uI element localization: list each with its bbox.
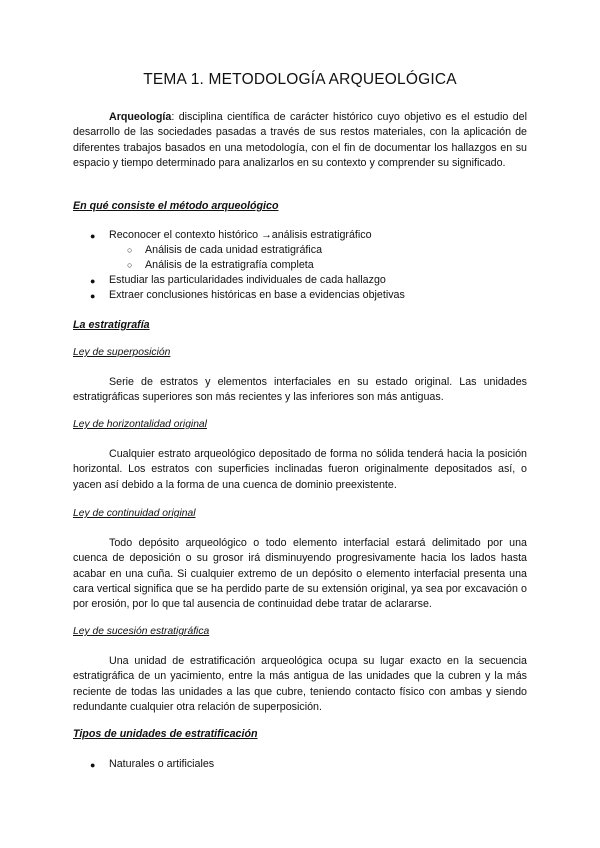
- list-item: Naturales o artificiales: [109, 758, 215, 770]
- law-text-horizontalidad: Cualquier estrato arqueológico depositado de forma no sólida tenderá hacia la posición horizontal. Los estratos con superficies inclinadas fueron originalmente depositados así, o yacen así debido a la forma de una cuenca de dominio preexistente.: [73, 448, 527, 491]
- bullet-icon: ●: [90, 291, 96, 301]
- sub-bullet-icon: ○: [127, 260, 133, 270]
- list-item: Análisis de la estratigrafía completa: [145, 259, 314, 271]
- bullet-icon: ●: [90, 760, 96, 770]
- law-text-superposicion: Serie de estratos y elementos interfaciales en su estado original. Las unidades estratigráficas superiores son más recientes y las inferiores son más antiguas.: [73, 376, 527, 404]
- section-heading-tipos: Tipos de unidades de estratificación: [73, 728, 258, 740]
- intro-term: Arqueología: [109, 111, 172, 123]
- section-heading-metodo: En qué consiste el método arqueológico: [73, 200, 279, 212]
- law-title-sucesion: Ley de sucesión estratigráfica: [73, 626, 210, 637]
- sub-bullet-icon: ○: [127, 245, 133, 255]
- list-item: Reconocer el contexto histórico →análisis estratigráfico: [109, 229, 372, 241]
- list-item: Estudiar las particularidades individuales de cada hallazgo: [109, 274, 386, 286]
- page-title: TEMA 1. METODOLOGÍA ARQUEOLÓGICA: [143, 71, 457, 88]
- law-title-continuidad: Ley de continuidad original: [73, 508, 196, 519]
- intro-text: : disciplina científica de carácter histórico cuyo objetivo es el estudio del desarrollo de las sociedades pasadas a través de sus restos materiales, con la aplicación de diferentes trabajos basados en una metodología, con el fin de documentar los hallazgos en su espacio y tiempo determinado para analizarlos en su contexto y comprender su significado.: [73, 111, 527, 169]
- law-title-horizontalidad: Ley de horizontalidad original: [73, 419, 207, 430]
- list-item: Extraer conclusiones históricas en base a evidencias objetivas: [109, 289, 405, 301]
- intro-paragraph: [73, 110, 527, 171]
- law-text-sucesion: Una unidad de estratificación arqueológica ocupa su lugar exacto en la secuencia estratigráfica de un yacimiento, entre la más antigua de las unidades que la cubren y la más reciente de todas las unidades a las que cubre, teniendo contacto físico con ambas y siendo redundante cualquier otra relación de superposición.: [73, 655, 527, 713]
- section-heading-estratigrafia: La estratigrafía: [73, 319, 150, 331]
- bullet-icon: ●: [90, 276, 96, 286]
- bullet-icon: ●: [90, 231, 96, 241]
- list-item: Análisis de cada unidad estratigráfica: [145, 244, 323, 256]
- law-text-continuidad: Todo depósito arqueológico o todo elemento interfacial estará delimitado por una cuenca de deposición o su grosor irá disminuyendo progresivamente hacia los lados hasta acabar en una cuña. Si cualquier extremo de un depósito o elemento interfacial presenta una cara vertical significa que se ha perdido parte de su extensión original, ya sea por excavación o por erosión, por lo que tal ausencia de continuidad debe tratar de aclararse.: [73, 537, 527, 611]
- law-title-superposicion: Ley de superposición: [73, 347, 171, 358]
